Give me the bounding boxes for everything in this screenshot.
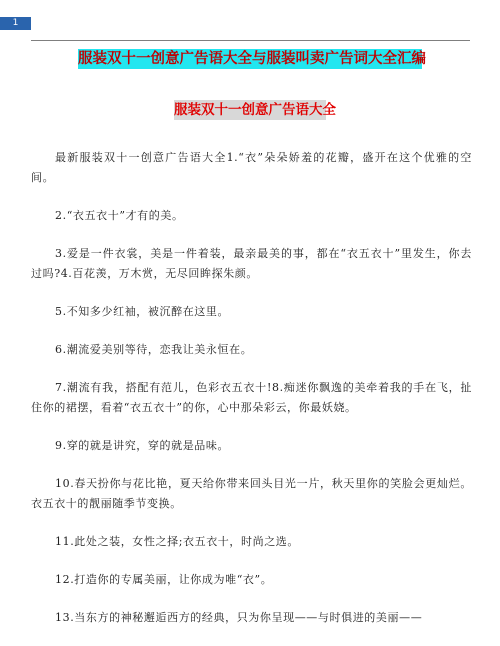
paragraph: 6.潮流爱美别等待，恋我让美永恒在。: [55, 343, 253, 356]
paragraph: 13.当东方的神秘邂逅西方的经典，只为你呈现——与时俱进的美丽——: [55, 611, 423, 624]
paragraph: 7.潮流有我，搭配有范儿，色彩衣五衣十!8.痴迷你飘逸的美牵着我的手在飞，扯住你的裙摆，看着“衣五衣十”的你，心中那朵彩云，你最妖娆。: [31, 381, 472, 414]
paragraph: 最新服装双十一创意广告语大全1.“衣”朵朵娇羞的花瓣，盛开在这个优雅的空间。: [31, 151, 472, 184]
paragraph: 12.打造你的专属美丽，让你成为唯“衣”。: [55, 573, 273, 586]
paragraph: 11.此处之装，女性之择;衣五衣十，时尚之选。: [55, 535, 299, 548]
body-text: [31, 148, 472, 646]
section-heading: 服装双十一创意广告语大全: [174, 102, 336, 118]
paragraph: 9.穿的就是讲究，穿的就是品味。: [55, 439, 230, 452]
paragraph: 2.“衣五衣十”才有的美。: [55, 209, 184, 222]
paragraph: 10.春天扮你与花比艳，夏天给你带来回头目光一片，秋天里你的笑脸会更灿烂。衣五衣十的靓丽随季节变换。: [31, 477, 472, 510]
page-number-badge: 1: [0, 17, 31, 30]
paragraph: 3.爱是一件衣裳，美是一件着装，最亲最美的事，都在“衣五衣十”里发生，你去过吗?4.百花羡，万木赏，无尽回眸探朱颜。: [31, 247, 472, 280]
paragraph: 5.不知多少红袖，被沉醉在这里。: [55, 305, 230, 318]
header-rule: [31, 40, 470, 41]
document-title: 服装双十一创意广告语大全与服装叫卖广告词大全汇编: [78, 50, 426, 67]
